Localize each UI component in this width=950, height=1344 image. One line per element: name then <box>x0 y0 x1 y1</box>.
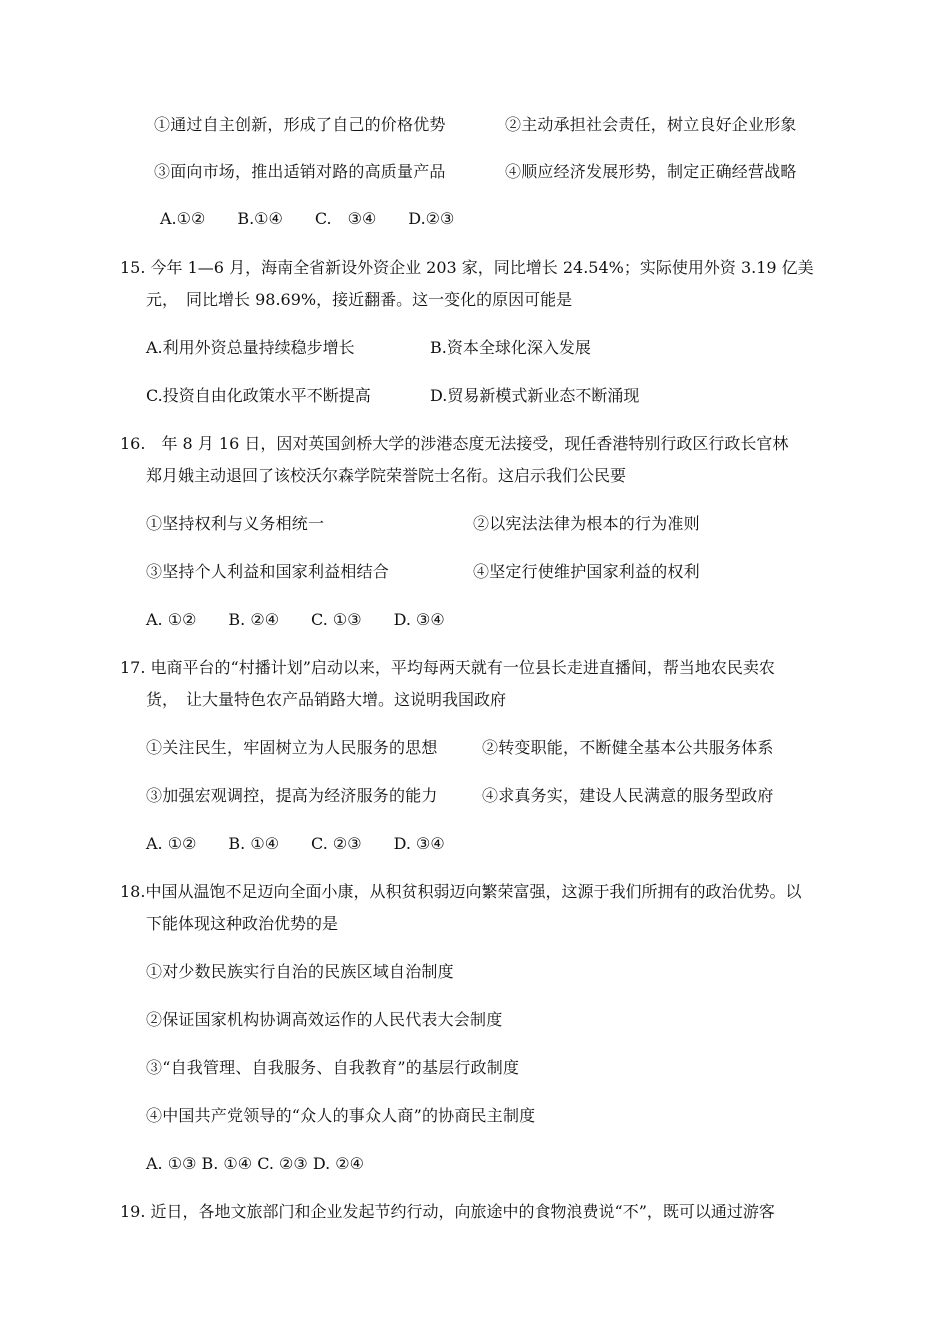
q14-option-3: ③面向市场，推出适销对路的高质量产品 <box>154 162 446 181</box>
q18-option-1: ①对少数民族实行自治的民族区域自治制度 <box>146 962 454 981</box>
q19-stem-line-1: 19. 近日，各地文旅部门和企业发起节约行动，向旅途中的食物浪费说“不”，既可以通过游客 <box>120 1202 775 1221</box>
q18-answer-choices: A. ①③ B. ①④ C. ②③ D. ②④ <box>146 1154 364 1173</box>
q18-option-2: ②保证国家机构协调高效运作的人民代表大会制度 <box>146 1010 503 1029</box>
q16-option-4: ④坚定行使维护国家利益的权利 <box>473 562 700 581</box>
q17-option-1: ①关注民生，牢固树立为人民服务的思想 <box>146 738 438 757</box>
q16-option-2: ②以宪法法律为根本的行为准则 <box>473 514 700 533</box>
q17-answer-choices: A. ①② B. ①④ C. ②③ D. ③④ <box>146 834 445 853</box>
q14-option-4: ④顺应经济发展形势，制定正确经营战略 <box>505 162 797 181</box>
q16-stem-line-2: 郑月娥主动退回了该校沃尔森学院荣誉院士名衔。这启示我们公民要 <box>146 466 627 485</box>
q17-option-3: ③加强宏观调控，提高为经济服务的能力 <box>146 786 438 805</box>
q17-option-2: ②转变职能，不断健全基本公共服务体系 <box>482 738 774 757</box>
q16-stem-line-1: 16. 年 8 月 16 日，因对英国剑桥大学的涉港态度无法接受，现任香港特别行政区行政长官林 <box>120 434 789 453</box>
q18-option-4: ④中国共产党领导的“众人的事众人商”的协商民主制度 <box>146 1106 536 1125</box>
q14-answer-choices: A.①② B.①④ C. ③④ D.②③ <box>160 209 455 228</box>
q17-stem-line-1: 17. 电商平台的“村播计划”启动以来，平均每两天就有一位县长走进直播间，帮当地农民卖农 <box>120 658 775 677</box>
q16-option-3: ③坚持个人利益和国家利益相结合 <box>146 562 390 581</box>
q17-stem-line-2: 货， 让大量特色农产品销路大增。这说明我国政府 <box>146 690 507 709</box>
q14-option-1: ①通过自主创新，形成了自己的价格优势 <box>154 115 446 134</box>
q15-choice-c: C.投资自由化政策水平不断提高 <box>146 386 371 405</box>
q15-stem-line-2: 元， 同比增长 98.69%，接近翻番。这一变化的原因可能是 <box>146 290 573 309</box>
q18-stem-line-1: 18.中国从温饱不足迈向全面小康，从积贫积弱迈向繁荣富强，这源于我们所拥有的政治优势。以 <box>120 882 802 901</box>
q15-choice-b: B.资本全球化深入发展 <box>430 338 591 357</box>
q15-choice-a: A.利用外资总量持续稳步增长 <box>146 338 355 357</box>
q18-option-3: ③“自我管理、自我服务、自我教育”的基层行政制度 <box>146 1058 520 1077</box>
q14-option-2: ②主动承担社会责任，树立良好企业形象 <box>505 115 797 134</box>
q15-stem-line-1: 15. 今年 1—6 月，海南全省新设外资企业 203 家，同比增长 24.54%；实际使用外资 3.19 亿美 <box>120 258 814 277</box>
q17-option-4: ④求真务实，建设人民满意的服务型政府 <box>482 786 774 805</box>
q18-stem-line-2: 下能体现这种政治优势的是 <box>146 914 339 933</box>
q16-option-1: ①坚持权利与义务相统一 <box>146 514 325 533</box>
q15-choice-d: D.贸易新模式新业态不断涌现 <box>430 386 640 405</box>
q16-answer-choices: A. ①② B. ②④ C. ①③ D. ③④ <box>146 610 445 629</box>
